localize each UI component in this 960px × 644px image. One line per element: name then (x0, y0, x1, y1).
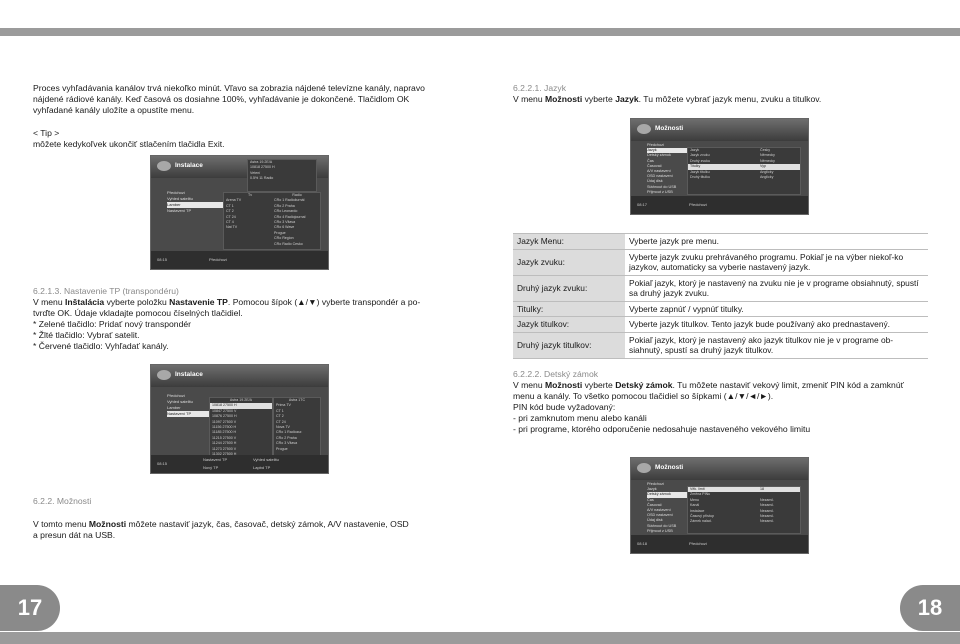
section-622-title: 6.2.2. Možnosti (33, 496, 92, 506)
logo-icon (637, 463, 651, 473)
bottom-bar (0, 632, 960, 644)
screenshot-channel-search: Instalace Astra 19.2E/A 10818 27500 H Vetení 0.5% 11 Radio Předchozí Vyhled satelitu Lamber Nastavení TP Tv Arena TV CT 1 CT 2 CT 24 CT 4 Nat TV Radio CRo 1 Radiožurnál CRo 2 Praha CRo Leonardo CRo 4 Radiojournal CRo 3 Vltava CRo 6 Wave Progue CRo Region CRo Radio Cesko 08:15 Předchozí (150, 155, 329, 270)
tip-block (33, 128, 453, 150)
screenshot-tp-setup: Instalace Předchozí Vyhled satelitu Lamber Nastavení TP Astra 19.2E/A 10818 27500 H 10847 27500 V 10876 27500 H 11097 27500 V 11156 27500 H 11185 27500 H 11215 27500 V 11244 27500 H 11273 27500 V Astra 1TC Prima TV CT 1 CT 2 CT 24 Nova TV CRo 1 Radiozur. CRo 2 Praha CRo 3 Vltava Progue 08:15 Nastavení TP Nový TP Vyhled satelitu Lapbd TP (150, 364, 329, 474)
transponder-list: Astra 19.2E/A 10818 27500 H 10847 27500 V 10876 27500 H 11097 27500 V 11156 27500 H 11185 27500 H 11215 27500 V 11244 27500 H 11273 27500 V (209, 397, 273, 457)
table-row: Jazyk titulkov: Vyberte jazyk titulkov. Tento jazyk bude používaný ako prednastavený. (513, 317, 928, 333)
screenshot-language-menu: Možnosti Předchozí Jazyk Detský zámok Čas Časovač A/V nastavení OSD nastavení Údaj disk Stáhnout do USB Přijmout z USB Jazyk Česky Jazyk zvuku Německy Druhý zvuku Německy Titulky Vyp Jazyk titulku Anglicky Druhý titulku Anglicky 08:17 Předchozí (630, 118, 809, 215)
logo-icon (637, 124, 651, 134)
top-bar (0, 28, 960, 36)
logo-icon (157, 161, 171, 171)
section-6222: 6.2.2.2. Detský zámok V menu Možnosti vyberte Detský zámok. Tu môžete nastaviť vekový limit, zmeniť PIN kód a zamknúť menu a kanály. To všetko pomocou tlačidiel so šípkami (▲/▼/◄/►). PIN kód bude vyžadovaný: - pri zamknutom menu alebo kanáli - pri programe, ktorého odporučenie nedosahuje nastaveného vekového limitu (513, 369, 933, 435)
table-row: Jazyk zvuku: Vyberte jazyk zvuku prehrávaného programu. Pokiaľ je na výber niekoľ-ko jazykov, automaticky sa vyberie nastavený jazyk. (513, 249, 928, 275)
table-row: Jazyk Menu: Vyberte jazyk pre menu. (513, 234, 928, 250)
page-number-right: 18 (900, 585, 960, 631)
table-row: Titulky: Vyberte zapnúť / vypnúť titulky. (513, 301, 928, 317)
section-6221: 6.2.2.1. Jazyk V menu Možnosti vyberte Jazyk. Tu môžete vybrať jazyk menu, zvuku a titulkov. (513, 83, 933, 105)
section-6213-title: 6.2.1.3. Nastavenie TP (transpondéru) (33, 286, 179, 296)
section-6221-title: 6.2.2.1. Jazyk (513, 83, 567, 93)
tip-text: môžete kedykoľvek ukončiť stlačením tlačidla Exit. (33, 139, 225, 149)
table-row: Druhý jazyk zvuku: Pokiaľ jazyk, ktorý je nastavený na zvuku nie je v programe obsiahnutý, spustí sa druhý jazyk zvuku. (513, 275, 928, 301)
section-6222-title: 6.2.2.2. Detský zámok (513, 369, 599, 379)
channel-lists: Tv Arena TV CT 1 CT 2 CT 24 CT 4 Nat TV Radio CRo 1 Radiožurnál CRo 2 Praha CRo Leonardo CRo 4 Radiojournal CRo 3 Vltava CRo 6 Wave Progue CRo Region CRo Radio Cesko (223, 192, 321, 250)
intro-paragraph: Proces vyhľadávania kanálov trvá niekoľko minút. Vľavo sa zobrazia nájdené televízne kanály, napravo nájdené rádiové kanály. Keď časová os dosiahne 100%, vyhľadávanie je dokončené. Tlačidlom OK vyhľadané kanály uložíte a opustíte menu. (33, 83, 425, 115)
tip-title: < Tip > (33, 128, 60, 138)
logo-icon (157, 370, 171, 380)
table-row: Druhý jazyk titulkov: Pokiaľ jazyk, ktorý je nastavený ako jazyk titulkov nie je v programe ob-siahnutý, spustí sa druhý jazyk titulkov. (513, 332, 928, 358)
page-number-left: 17 (0, 585, 60, 631)
section-622 (33, 496, 453, 507)
section-622-body: V tomto menu Možnosti môžete nastaviť jazyk, čas, časovač, detský zámok, A/V nastavenie, OSD a presun dát na USB. (33, 519, 409, 540)
parental-options: Věk. limit 18 Změna PINu Menu Nezamč. Kanál Nezamč. Instalace Nezamč. Časový přístup Nezamč. Zámek nalad. Nezamč. (687, 486, 801, 534)
language-settings-table (513, 233, 928, 359)
section-6213: 6.2.1.3. Nastavenie TP (transpondéru) V menu Inštalácia vyberte položku Nastavenie TP. Pomocou šípok (▲/▼) vyberte transpondér a po- tvrďte OK. Údaje vkladajte pomocou číselných tlačidiel. * Zelené tlačidlo: Pridať nový transpondér * Žlté tlačidlo: Vybrať satelit. * Červené tlačidlo: Vyhľadať kanály. (33, 286, 453, 352)
install-side-menu: Předchozí Vyhled satelitu Lamber Nastavení TP (167, 190, 223, 214)
screenshot-parental-lock: Možnosti Předchozí Jazyk Detský zámok Čas Časovač A/V nastavení OSD nastavení Údaj disk Stáhnout do USB Přijmout z USB Věk. limit 18 Změna PINu Menu Nezamč. Kanál Nezamč. Instalace Nezamč. Časový přístup Nezamč. Zámek nalad. Nezamč. 08:18 Předchozí (630, 457, 809, 554)
language-options: Jazyk Česky Jazyk zvuku Německy Druhý zvuku Německy Titulky Vyp Jazyk titulku Anglicky Druhý titulku Anglicky (687, 147, 801, 195)
